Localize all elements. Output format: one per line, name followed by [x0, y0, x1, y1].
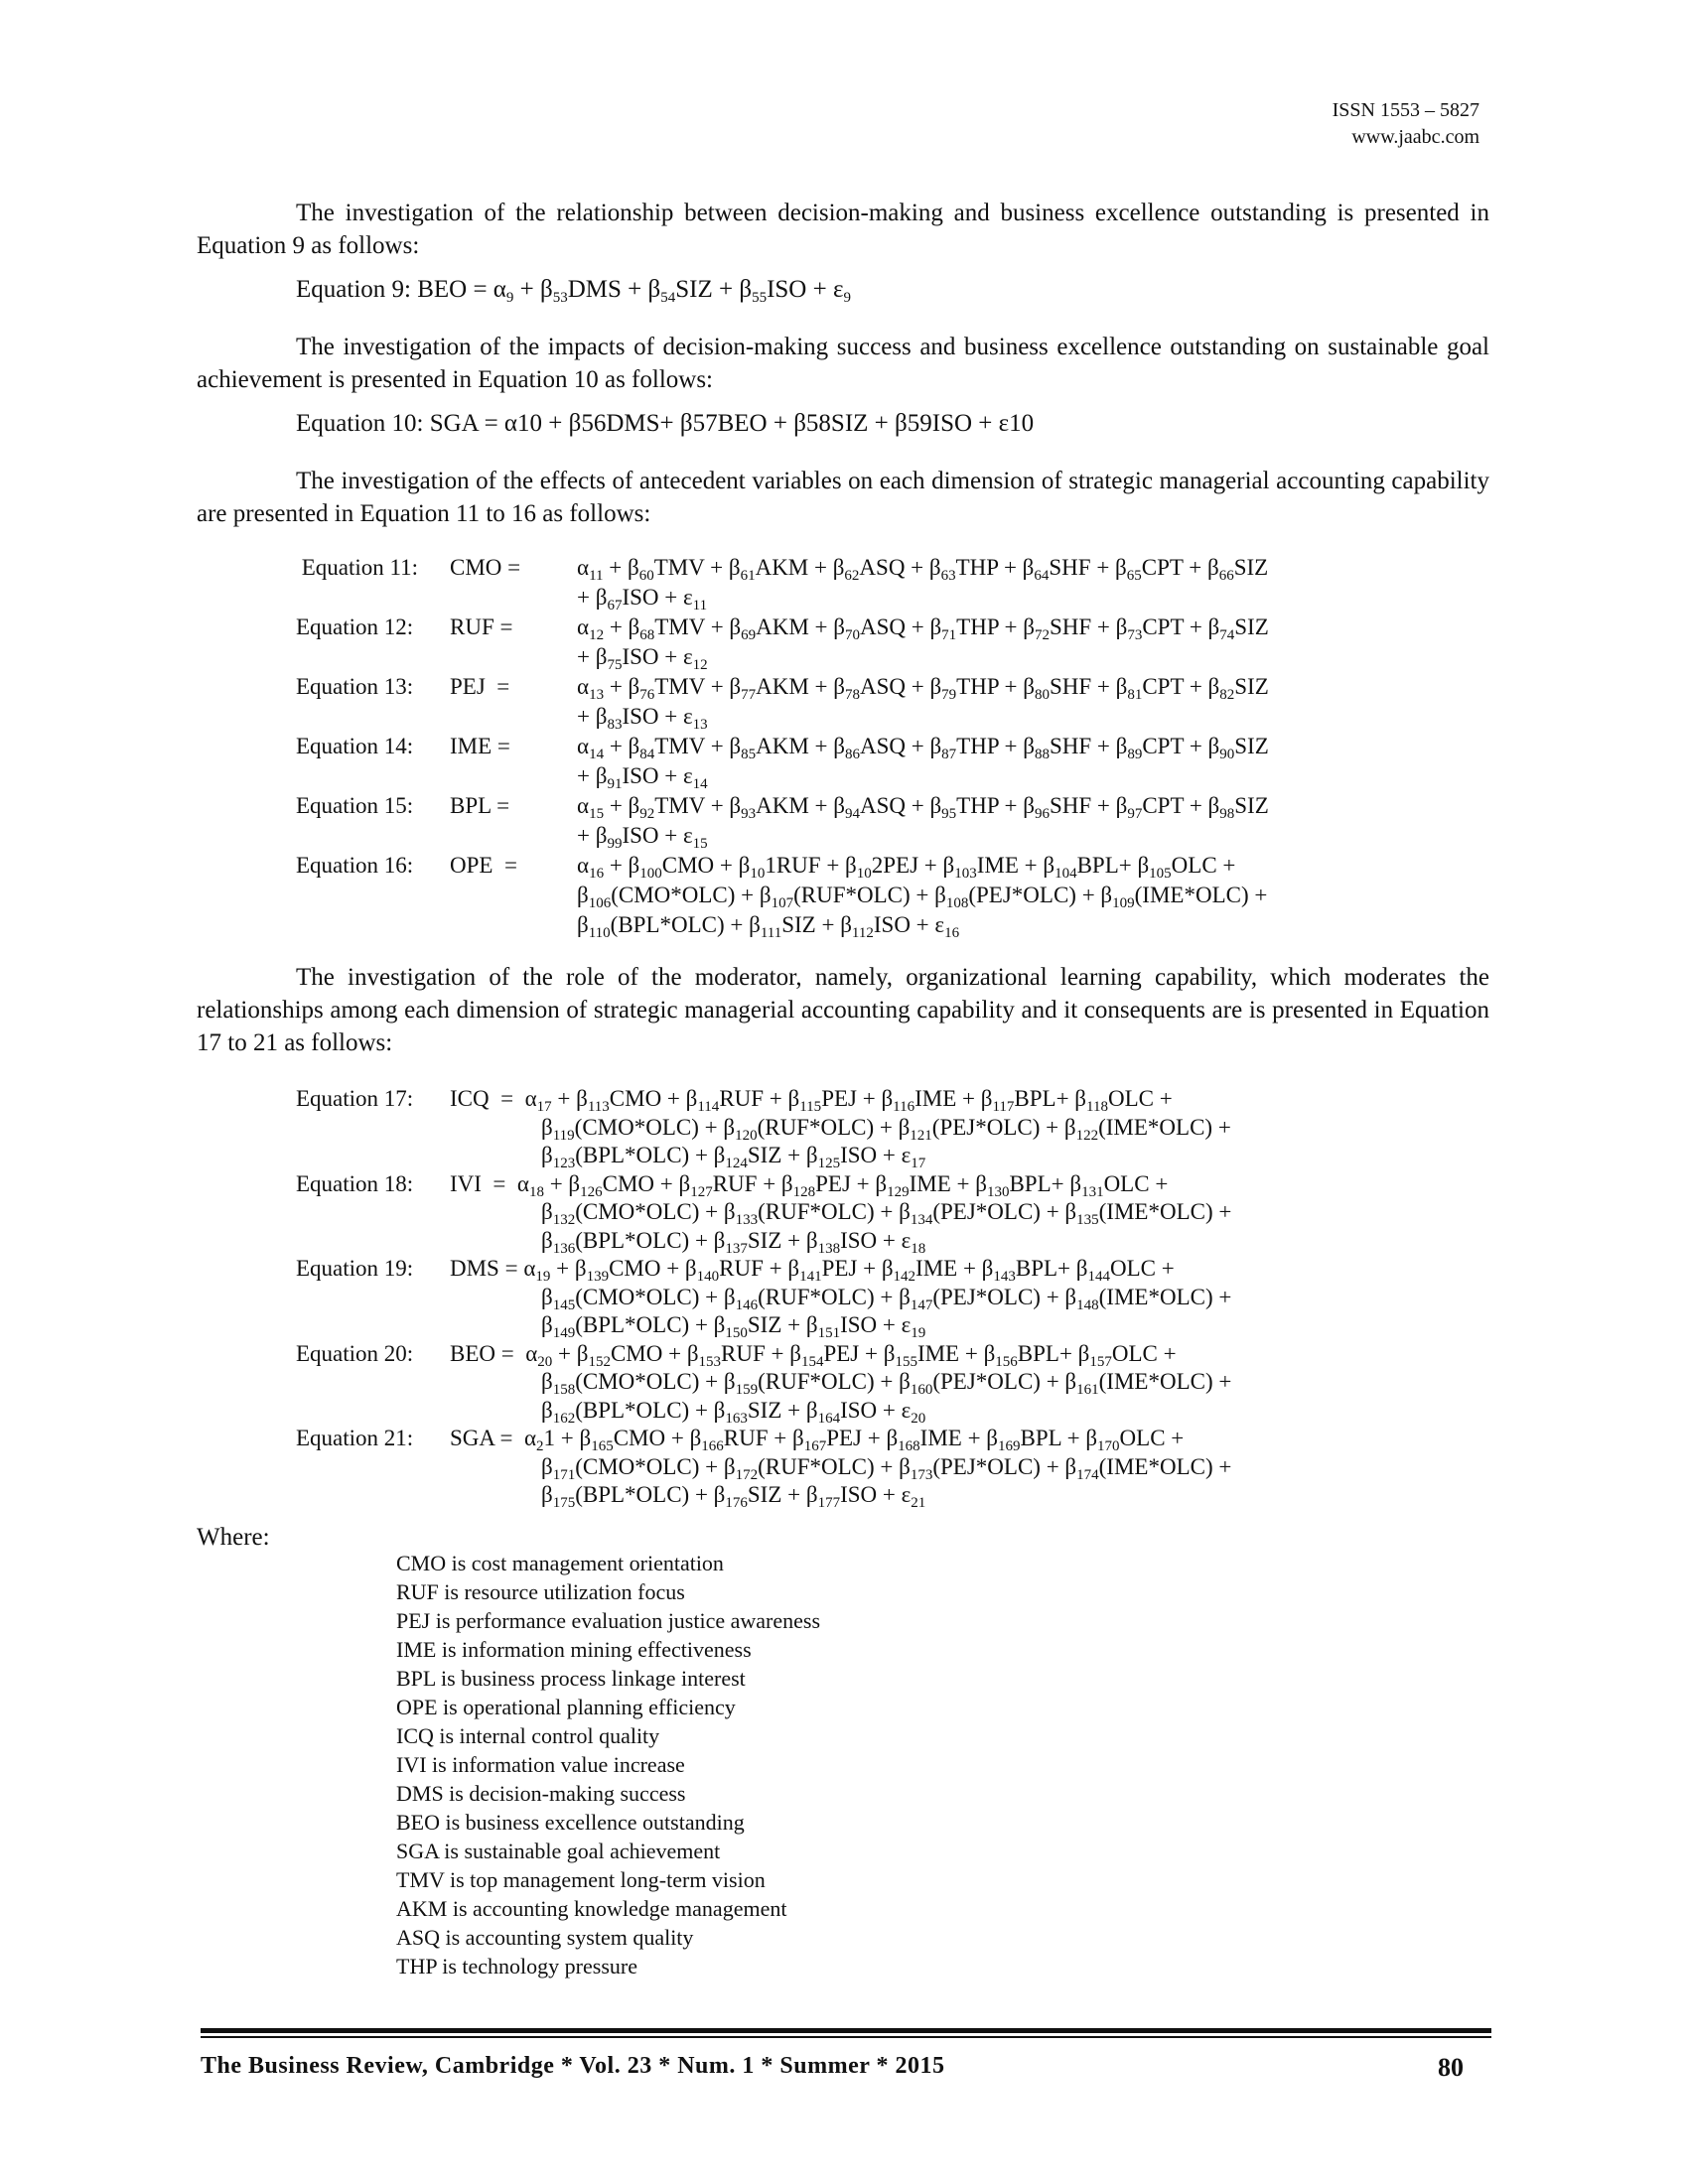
footer-journal: The Business Review, Cambridge * Vol. 23 * Num. 1 * Summer * 2015: [201, 2053, 945, 2079]
definition-item: AKM is accounting knowledge management: [396, 1896, 787, 1921]
equation-18: Equation 18: IVI = $\alpha_{18} + \beta_{126}CMO + \beta_{127}RUF + \beta_{128}PEJ + \beta_{129}IME + \beta_{130}BPL+ \beta_{131}OLC$ +: [296, 1170, 1169, 1200]
equation-21: Equation 21: SGA = $\alpha_21 + \beta_{165}CMO + \beta_{166}RUF + \beta_{167}PEJ + \beta_{168}IME + \beta_{169}BPL + \beta_{170}OLC$ +: [296, 1426, 1185, 1454]
definition-item: DMS is decision-making success: [396, 1781, 686, 1806]
where-label: Where:: [197, 1524, 270, 1551]
footer-rule-thick: [201, 2028, 1491, 2033]
variable-definitions: [396, 1549, 820, 1980]
definition-item: IME is information mining effectiveness: [396, 1637, 752, 1662]
definition-item: BEO is business excellence outstanding: [396, 1810, 745, 1835]
definition-item: ASQ is accounting system quality: [396, 1925, 694, 1950]
equation-15: Equation 15: BPL = $\alpha_{15} + \beta_{92}TMV + \beta_{93}AKM + \beta_{94}ASQ + \beta_{95}THP + \beta_{96}SHF + \beta_{97}CPT + \beta_{98}SIZ$: [296, 793, 1269, 822]
footer-rule-thin: [201, 2036, 1491, 2038]
page-footer: [201, 2045, 1491, 2085]
page-header: [1333, 97, 1479, 151]
equations-11-16: Equation 11: CMO = $\alpha_{11} + \beta_{60}TMV + \beta_{61}AKM + \beta_{62}ASQ + \beta_{63}THP + \beta_{64}SHF + \beta_{65}CPT + \beta_{66}SIZ$ + $\beta_{67}ISO + \varepsilon_{11}$ Equation 12: RUF = $\alpha_{12} + \beta_{68}TMV + \beta_{69}AKM + \beta_{70}ASQ + \beta_{71}THP + \beta_{72}SHF + \beta_{73}CPT + \beta_{74}SIZ$ + $\beta_{75}ISO + \varepsilon_{12}$ Equation 13: PEJ = $\alpha_{13} + \beta_{76}TMV + \beta_{77}AKM + \beta_{78}ASQ + \beta_{79}THP + \beta_{80}SHF + \beta_{81}CPT + \beta_{82}SIZ$ + $\beta_{83}ISO + \varepsilon_{13}$ Equation 14: IME = $\alpha_{14} + \beta_{84}TMV + \beta_{85}AKM + \beta_{86}ASQ + \beta_{87}THP + \beta_{88}SHF + \beta_{89}CPT + \beta_{90}SIZ$ + $\beta_{91}ISO + \varepsilon_{14}$ Equation 15: BPL = $\alpha_{15} + \beta_{92}TMV + \beta_{93}AKM + \beta_{94}ASQ + \beta_{95}THP + \beta_{96}SHF + \beta_{97}CPT + \beta_{98}SIZ$ + $\beta_{99}ISO + \varepsilon_{15}$ Equation 16: OPE = $\alpha_{16} + \beta_{100}CMO + \beta_{10}1RUF + \beta_{10}2PEJ + \beta_{103}IME + \beta_{104}BPL+ \beta_{105}OLC$ + $\beta_{106}(CMO*OLC) + \beta_{107}(RUF*OLC) + \beta_{108}(PEJ*OLC) + \beta_{109}(IME*OLC)$ + $\beta_{110}(BPL*OLC) + \beta_{111}SIZ + \beta_{112}ISO + \varepsilon_{16}$: [296, 553, 1411, 940]
definition-item: BPL is business process linkage interest: [396, 1666, 746, 1691]
equations-17-21: Equation 17: ICQ = $\alpha_{17} + \beta_{113}CMO + \beta_{114}RUF + \beta_{115}PEJ + \beta_{116}IME + \beta_{117}BPL+ \beta_{118}OLC$ + $\beta_{119}(CMO*OLC) + \beta_{120}(RUF*OLC) + \beta_{121}(PEJ*OLC) + \beta_{122}(IME*OLC)$ + $\beta_{123}(BPL*OLC) + \beta_{124}SIZ + \beta_{125}ISO + \varepsilon_{17}$ Equation 18: IVI = $\alpha_{18} + \beta_{126}CMO + \beta_{127}RUF + \beta_{128}PEJ + \beta_{129}IME + \beta_{130}BPL+ \beta_{131}OLC$ + $\beta_{132}(CMO*OLC) + \beta_{133}(RUF*OLC) + \beta_{134}(PEJ*OLC) + \beta_{135}(IME*OLC)$ + $\beta_{136}(BPL*OLC) + \beta_{137}SIZ + \beta_{138}ISO + \varepsilon_{18}$ Equation 19: DMS = $\alpha_{19} + \beta_{139}CMO + \beta_{140}RUF + \beta_{141}PEJ + \beta_{142}IME + \beta_{143}BPL+ \beta_{144}OLC$ + $\beta_{145}(CMO*OLC) + \beta_{146}(RUF*OLC) + \beta_{147}(PEJ*OLC) + \beta_{148}(IME*OLC)$ + $\beta_{149}(BPL*OLC) + \beta_{150}SIZ + \beta_{151}ISO + \varepsilon_{19}$ Equation 20: BEO = $\alpha_{20} + \beta_{152}CMO + \beta_{153}RUF + \beta_{154}PEJ + \beta_{155}IME + \beta_{156}BPL+ \beta_{157}OLC$ + $\beta_{158}(CMO*OLC) + \beta_{159}(RUF*OLC) + \beta_{160}(PEJ*OLC) + \beta_{161}(IME*OLC)$ + $\beta_{162}(BPL*OLC) + \beta_{163}SIZ + \beta_{164}ISO + \varepsilon_{20}$ Equation 21: SGA = $\alpha_21 + \beta_{165}CMO + \beta_{166}RUF + \beta_{167}PEJ + \beta_{168}IME + \beta_{169}BPL + \beta_{170}OLC$ + $\beta_{171}(CMO*OLC) + \beta_{172}(RUF*OLC) + \beta_{173}(PEJ*OLC) + \beta_{174}(IME*OLC)$ + $\beta_{175}(BPL*OLC) + \beta_{176}SIZ + \beta_{177}ISO + \varepsilon_{21}$: [296, 1085, 1294, 1510]
equation-10: Equation 10: SGA = α10 + β56DMS+ β57BEO + β58SIZ + β59ISO + ε10: [296, 410, 1035, 437]
equation-9: Equation 9: BEO = $\alpha_9 + \beta_{53}DMS + \beta_{54}SIZ + \beta_{55}ISO + \varepsilon_9$: [296, 276, 851, 306]
definition-item: TMV is top management long-term vision: [396, 1867, 766, 1892]
paragraph-eq17-21-intro: The investigation of the role of the moderator, namely, organizational learning capability, which moderates the relationships among each dimension of strategic managerial accounting capability and it consequents are is presented in Equation 17 to 21 as follows:: [197, 964, 1489, 1056]
equation-13: Equation 13: PEJ = $\alpha_{13} + \beta_{76}TMV + \beta_{77}AKM + \beta_{78}ASQ + \beta_{79}THP + \beta_{80}SHF + \beta_{81}CPT + \beta_{82}SIZ$: [296, 674, 1269, 703]
definition-item: OPE is operational planning efficiency: [396, 1695, 736, 1719]
equation-19: Equation 19: DMS = $\alpha_{19} + \beta_{139}CMO + \beta_{140}RUF + \beta_{141}PEJ + \beta_{142}IME + \beta_{143}BPL+ \beta_{144}OLC$ +: [296, 1256, 1175, 1285]
equation-12: Equation 12: RUF = $\alpha_{12} + \beta_{68}TMV + \beta_{69}AKM + \beta_{70}ASQ + \beta_{71}THP + \beta_{72}SHF + \beta_{73}CPT + \beta_{74}SIZ$: [296, 614, 1269, 643]
page-number: 80: [1438, 2053, 1464, 2082]
equation-20: Equation 20: BEO = $\alpha_{20} + \beta_{152}CMO + \beta_{153}RUF + \beta_{154}PEJ + \beta_{155}IME + \beta_{156}BPL+ \beta_{157}OLC$ +: [296, 1340, 1177, 1370]
equation-14: Equation 14: IME = $\alpha_{14} + \beta_{84}TMV + \beta_{85}AKM + \beta_{86}ASQ + \beta_{87}THP + \beta_{88}SHF + \beta_{89}CPT + \beta_{90}SIZ$: [296, 734, 1269, 762]
equation-11: Equation 11: CMO = $\alpha_{11} + \beta_{60}TMV + \beta_{61}AKM + \beta_{62}ASQ + \beta_{63}THP + \beta_{64}SHF + \beta_{65}CPT + \beta_{66}SIZ$: [296, 555, 1269, 584]
paragraph-eq10-intro: The investigation of the impacts of decision-making success and business excellence outstanding on sustainable goal achievement is presented in Equation 10 as follows:: [197, 334, 1489, 393]
definition-item: CMO is cost management orientation: [396, 1551, 724, 1575]
journal-url: www.jaabc.com: [1351, 126, 1479, 148]
definition-item: THP is technology pressure: [396, 1954, 637, 1979]
definition-item: RUF is resource utilization focus: [396, 1579, 685, 1604]
issn-text: ISSN 1553 – 5827: [1332, 99, 1479, 121]
definition-item: SGA is sustainable goal achievement: [396, 1839, 721, 1863]
equation-16: Equation 16: OPE = $\alpha_{16} + \beta_{100}CMO + \beta_{10}1RUF + \beta_{10}2PEJ + \beta_{103}IME + \beta_{104}BPL+ \beta_{105}OLC$ +: [296, 853, 1236, 882]
definition-item: IVI is information value increase: [396, 1752, 685, 1777]
definition-item: PEJ is performance evaluation justice awareness: [396, 1608, 821, 1633]
paragraph-eq11-16-intro: The investigation of the effects of antecedent variables on each dimension of strategic managerial accounting capability are presented in Equation 11 to 16 as follows:: [197, 468, 1489, 527]
equation-17: Equation 17: ICQ = $\alpha_{17} + \beta_{113}CMO + \beta_{114}RUF + \beta_{115}PEJ + \beta_{116}IME + \beta_{117}BPL+ \beta_{118}OLC$ +: [296, 1086, 1173, 1115]
paragraph-eq9-intro: The investigation of the relationship between decision-making and business excellence outstanding is presented in Equation 9 as follows:: [197, 200, 1489, 259]
definition-item: ICQ is internal control quality: [396, 1723, 660, 1748]
